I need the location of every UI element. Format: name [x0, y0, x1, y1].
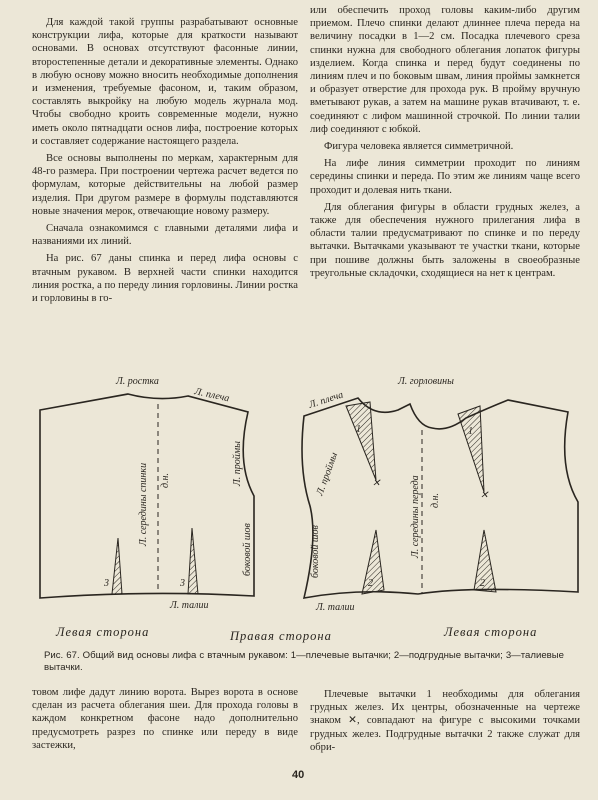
paragraph: Для облегания фигуры в области грудных желез, а также для обеспечения нужного прилегания лифа в области талии предусматривают по спинке и по переду вытачки. Вытачками указывают те участки ткани, которые при пошиве должны быть заложены в своеобразные треугольные складочки, сходящиеся на нет к центрам. — [310, 201, 580, 279]
seredina-spinki-label: Л. середины спинки — [138, 462, 149, 546]
num-3-right-label: 3 — [180, 578, 185, 589]
gorloviny-label: Л. горловины — [398, 376, 454, 387]
x-mark-left: ✕ — [372, 478, 381, 489]
paragraph: Фигура человека является симметричной. — [324, 141, 514, 153]
paragraph: Для каждой такой группы разрабатывают основные конструкции лифа, которые для краткости называют основами. В основах отсутствуют фасонные линии, второстепенные детали и декоративные элементы. Однако в любую основу можно вносить необходимые дополнения и изменения, требуемые фасоном, и, таким образом, составлять выкройку на любую модель журнала мод. Чтобы свободно кроить современные модели, нужно иметь около пятнадцати основ лифа, построение которых и составляет содержание настоящего раздела. — [32, 17, 298, 147]
paragraph: или обеспечить проход головы каким-либо другим приемом. Плечо спинки делают длиннее плеча переда на величину посадки в 1—2 см. Посадка плечевого среза спинки нужна для свободного облегания лопаток фигуры изделием. Когда спинка и перед будут соединены по линиям плеч и по боковым швам, линия проймы замкнется и образует отверстие для прохода рук. В пройму вручную вметывают рукав, а затем на машине рукав втачивают, т. е. соединяют с лифом машинной строчкой. По линии талии лиф соединяют с юбкой. — [310, 5, 580, 135]
dart-1-left — [346, 402, 376, 480]
bodice-pattern-figure — [18, 368, 590, 613]
page-number: 40 — [292, 769, 305, 781]
bokovoy-shov-left-label: боковой шов — [242, 523, 253, 576]
dn-left-label: д.н. — [160, 472, 171, 488]
rostok-label: Л. ростка — [116, 376, 159, 387]
side-label-right: Правая сторона — [230, 629, 332, 643]
paragraph: Сначала ознакомимся с главными деталями лифа и названиями их линий. — [32, 223, 298, 248]
side-label-left-second: Левая сторона — [444, 625, 538, 639]
num-2-right-label: 2 — [480, 578, 485, 589]
proymy-left-label: Л. проймы — [232, 441, 243, 486]
talii-left-label: Л. талии — [170, 600, 209, 611]
figure-caption: Рис. 67. Общий вид основы лифа с втачным рукавом: 1—плечевые вытачки; 2—подгрудные вытачки; 3—талиевые вытачки. — [44, 650, 564, 673]
proymy-right-label: Л. проймы — [314, 451, 341, 498]
num-2-left-label: 2 — [368, 578, 373, 589]
bodice-pattern-drawing — [18, 368, 590, 613]
bokovoy-shov-right-label: боковой шов — [310, 525, 321, 578]
bottom-right-text — [310, 688, 580, 758]
num-1-right-label: 1 — [468, 426, 473, 437]
num-3-left-label: 3 — [104, 578, 109, 589]
seredina-pereda-label: Л. середины переда — [410, 475, 421, 558]
paragraph: На рис. 67 даны спинка и перед лифа основы с втачным рукавом. В верхней части спинки находится линия ростка, а по переду линия горловины. Линии ростка и горловины в го- — [32, 253, 298, 305]
left-text-column — [32, 16, 298, 309]
dart-2-right — [474, 530, 496, 592]
plecha-right-label: Л. плеча — [307, 389, 345, 411]
right-text-column — [310, 4, 580, 284]
bottom-left-text — [32, 686, 298, 756]
dart-3-left — [112, 538, 122, 594]
dart-3-right — [188, 528, 198, 594]
paragraph: Плечевые вытачки 1 необходимы для облегания грудных желез. Их центры, обозначенные на чертеже знаком ✕, совпадают на фигуре с высокими точками грудных желез. Подгрудные вытачки 2 также служат для обри- — [310, 689, 580, 753]
x-mark-right: ✕ — [480, 490, 489, 501]
paragraph: Все основы выполнены по меркам, характерным для 48-го размера. При построении чертежа расчет ведется по формулам, которые действительны на любой размер изделия. При другом размере в формулы подставляются новые значения мерок, отвечающие новому размеру. — [32, 153, 298, 217]
talii-right-label: Л. талии — [316, 602, 355, 613]
paragraph: товом лифе дадут линию ворота. Вырез ворота в основе сделан из расчета облегания шеи. Для прохода головы в каждом конкретном фасоне надо дополнительно предусмотреть разрез по спинке или переду в виде застежки, — [32, 687, 298, 751]
dn-right-label: д.н. — [430, 492, 441, 508]
num-1-left-label: 1 — [356, 424, 361, 435]
dart-1-right — [458, 406, 484, 492]
paragraph: На лифе линия симметрии проходит по линиям середины спинки и переда. По этим же линиям чаще всего проходит и долевая нить ткани. — [310, 158, 580, 196]
side-label-left: Левая сторона — [56, 625, 150, 639]
plecha-left-label: Л. плеча — [193, 386, 231, 405]
dart-2-left — [362, 530, 384, 594]
